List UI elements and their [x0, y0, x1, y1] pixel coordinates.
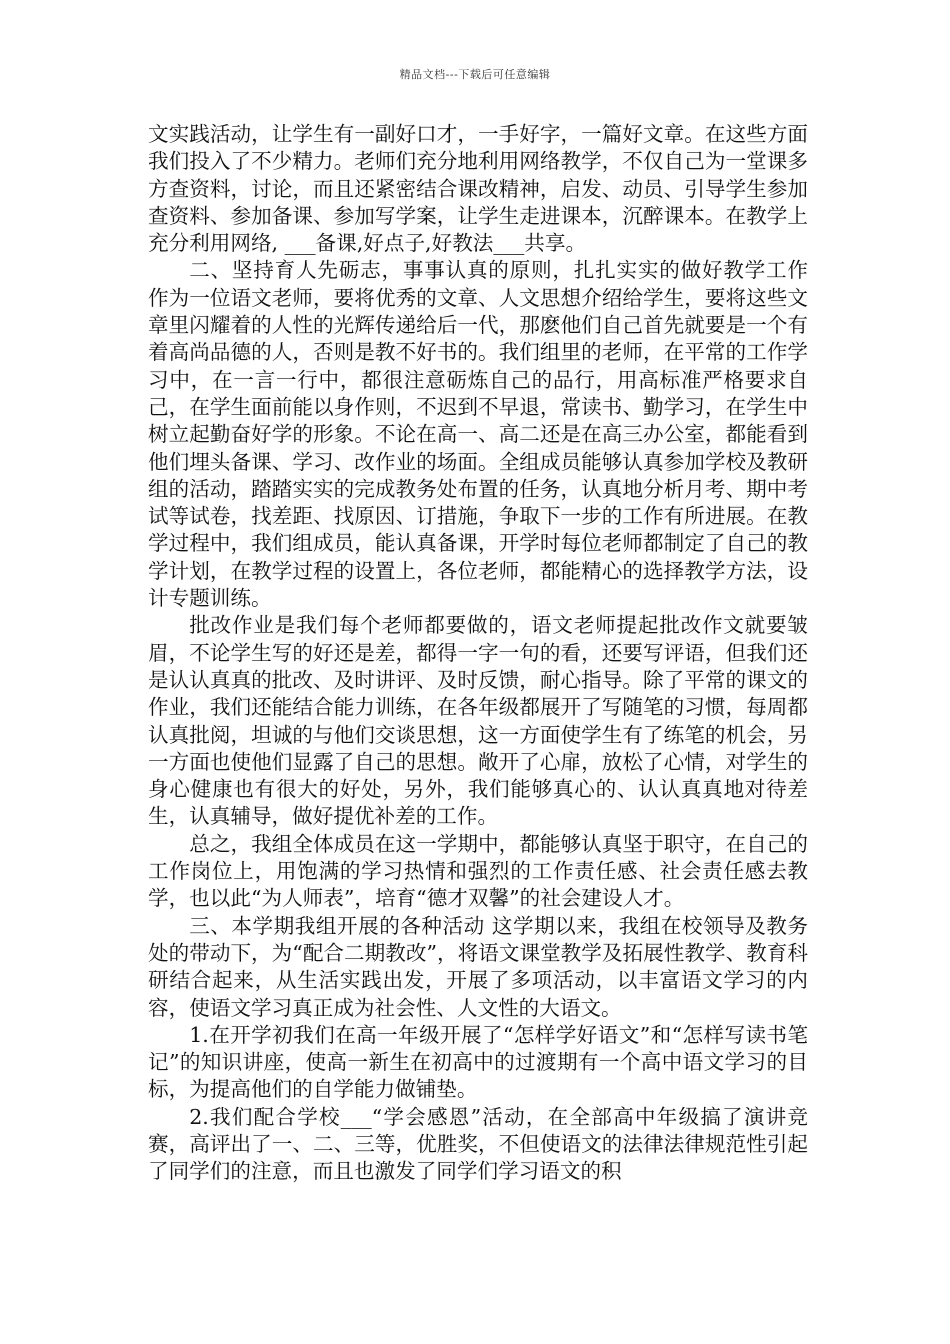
document-body [148, 121, 808, 1186]
paragraph: 批改作业是我们每个老师都要做的，语文老师提起批改作文就要皱眉，不论学生写的好还是差，都得一字一句的看，还要写评语，但我们还是认认真真的批改、及时讲评、及时反馈，耐心指导。除了平常的课文的作业，我们还能结合能力训练，在各年级都展开了写随笔的习惯，每周都认真批阅，坦诚的与他们交谈思想，这一方面使学生有了练笔的机会，另一方面也使他们显露了自己的思想。敞开了心扉，放松了心情，对学生的身心健康也有很大的好处，另外，我们能够真心的、认认真真地对待差生，认真辅导，做好提优补差的工作。 [148, 613, 808, 829]
paragraph: 二、坚持育人先砺志，事事认真的原则，扎扎实实的做好教学工作 作为一位语文老师，要将优秀的文章、人文思想介绍给学生，要将这些文章里闪耀着的人性的光辉传递给后一代，那麽他们自己首先就要是一个有着高尚品德的人，否则是教不好书的。我们组里的老师，在平常的工作学习中，在一言一行中，都很注意砺炼自己的品行，用高标准严格要求自己，在学生面前能以身作则，不迟到不早退，常读书、勤学习，在学生中树立起勤奋好学的形象。不论在高一、高二还是在高三办公室，都能看到他们埋头备课、学习、改作业的场面。全组成员能够认真参加学校及教研组的活动，踏踏实实的完成教务处布置的任务，认真地分析月考、期中考试等试卷，找差距、找原因、订措施，争取下一步的工作有所进展。在教学过程中，我们组成员，能认真备课，开学时每位老师都制定了自己的教学计划，在教学过程的设置上，各位老师，都能精心的选择教学方法，设计专题训练。 [148, 258, 808, 611]
paragraph: 文实践活动，让学生有一副好口才，一手好字，一篇好文章。在这些方面我们投入了不少精力。老师们充分地利用网络教学，不仅自己为一堂课多方查资料，讨论，而且还紧密结合课改精神，启发、动员、引导学生参加查资料、参加备课、参加写学案，让学生走进课本，沉醉课本。在教学上充分利用网络, ___备课,好点子,好教法___共享。 [148, 122, 808, 256]
page-header: 精品文档---下载后可任意编辑 [399, 68, 551, 81]
paragraph: 三、本学期我组开展的各种活动 这学期以来，我组在校领导及教务处的带动下，为“配合二期教改”，将语文课堂教学及拓展性教学、教育科研结合起来，从生活实践出发，开展了多项活动，以丰富语文学习的内容，使语文学习真正成为社会性、人文性的大语文。 [148, 913, 808, 1020]
paragraph: 总之，我组全体成员在这一学期中，都能够认真坚于职守，在自己的工作岗位上，用饱满的学习热情和强烈的工作责任感、社会责任感去教学，也以此“为人师表”，培育“德才双馨”的社会建设人才。 [148, 831, 808, 911]
paragraph: 2.我们配合学校___“学会感恩”活动，在全部高中年级搞了演讲竞赛，高评出了一、二、三等，优胜奖，不但使语文的法律法律规范性引起了同学们的注意，而且也激发了同学们学习语文的积 [148, 1104, 808, 1184]
paragraph: 1.在开学初我们在高一年级开展了“怎样学好语文”和“怎样写读书笔记”的知识讲座，使高一新生在初高中的过渡期有一个高中语文学习的目标，为提高他们的自学能力做铺垫。 [148, 1022, 808, 1102]
